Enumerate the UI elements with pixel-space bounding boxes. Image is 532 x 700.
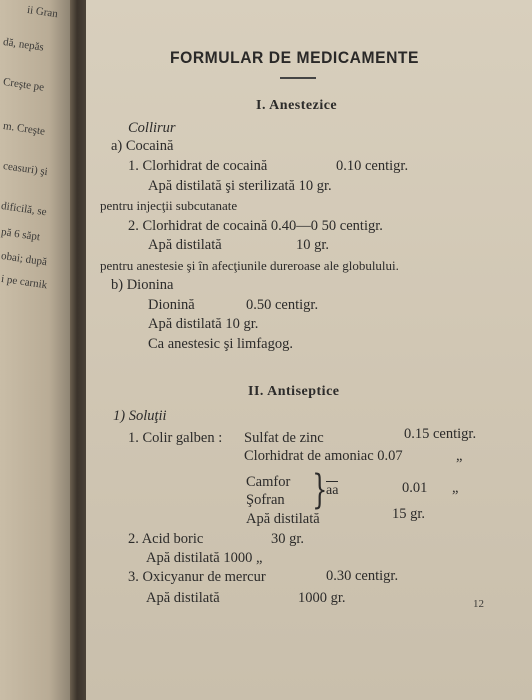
dionina-usage: Ca anestesic şi limfagog. xyxy=(148,336,293,352)
ana-partes-mark: aa xyxy=(326,483,339,498)
recipe-1-quantity: 0.10 centigr. xyxy=(336,158,409,174)
page-number: 12 xyxy=(473,598,484,610)
left-fragment: dificilă, se xyxy=(0,200,48,219)
dionina-water: Apă distilată 10 gr. xyxy=(148,316,259,332)
apa-2-ingredient: Apă distilată 1000 „ xyxy=(146,550,263,566)
recipe-1-ingredient: 1. Clorhidrat de cocaină xyxy=(128,158,268,174)
camfor-ingredient: Camfor xyxy=(246,474,291,490)
left-fragment: i pe carnik xyxy=(0,273,48,292)
page-title: FORMULAR DE MEDICAMENTE xyxy=(170,48,420,67)
ditto-mark: „ xyxy=(456,448,463,464)
recipe-2-water: Apă distilată xyxy=(148,237,222,253)
section-heading-anestezice: I. Anestezice xyxy=(256,98,338,113)
left-fragment: pă 6 săpt xyxy=(0,226,41,244)
sofran-ingredient: Şofran xyxy=(246,492,285,508)
boric-ingredient: 2. Acid boric xyxy=(128,531,204,547)
left-fragment: m. Creşte xyxy=(2,120,46,138)
apa-3-ingredient: Apă distilată xyxy=(146,590,220,606)
apa-1-quantity: 15 gr. xyxy=(392,506,426,522)
recipe-2-water-quantity: 10 gr. xyxy=(296,237,330,253)
left-fragment: ii Gran xyxy=(26,4,59,21)
recipe-2-ingredient: 2. Clorhidrat de cocaină 0.40—0 50 centigr. xyxy=(128,218,383,234)
right-page xyxy=(86,0,532,700)
apa-3-quantity: 1000 gr. xyxy=(298,590,346,606)
left-fragment: dă, nepăs xyxy=(2,36,45,54)
boric-quantity: 30 gr. xyxy=(271,531,305,547)
camfor-quantity: 0.01 xyxy=(402,480,428,496)
left-fragment: ceasuri) şi xyxy=(2,160,49,179)
usage-anestesie: pentru anestesie şi în afecţiunile dureroase ale globulului. xyxy=(100,258,399,273)
left-fragment: obai; după xyxy=(0,250,48,269)
subheading-collirur: Collirur xyxy=(128,120,176,136)
left-page xyxy=(0,0,70,700)
oxicyanur-ingredient: 3. Oxicyanur de mercur xyxy=(128,569,266,585)
title-divider xyxy=(280,77,316,79)
recipe-1-water: Apă distilată şi sterilizată 10 gr. xyxy=(148,178,332,194)
brace-symbol: } xyxy=(312,467,328,513)
dionina-quantity: 0.50 centigr. xyxy=(246,297,319,313)
ditto-mark: „ xyxy=(452,480,459,496)
dionina-ingredient: Dionină xyxy=(148,297,195,313)
section-heading-antiseptice: II. Antiseptice xyxy=(248,384,340,399)
sulfat-ingredient: Sulfat de zinc xyxy=(244,430,324,446)
usage-injectii: pentru injecţii subcutanate xyxy=(100,198,238,213)
colir-label: 1. Colir galben : xyxy=(128,430,223,446)
amoniac-ingredient: Clorhidrat de amoniac 0.07 xyxy=(244,448,403,464)
left-fragment: Creşte pe xyxy=(2,76,45,94)
oxicyanur-quantity: 0.30 centigr. xyxy=(326,568,399,584)
item-cocaina: a) Cocaină xyxy=(111,138,174,154)
item-dionina: b) Dionina xyxy=(111,277,174,293)
sulfat-quantity: 0.15 centigr. xyxy=(404,426,477,442)
subheading-solutii: 1) Soluţii xyxy=(113,408,167,424)
apa-1-ingredient: Apă distilată xyxy=(246,511,320,527)
